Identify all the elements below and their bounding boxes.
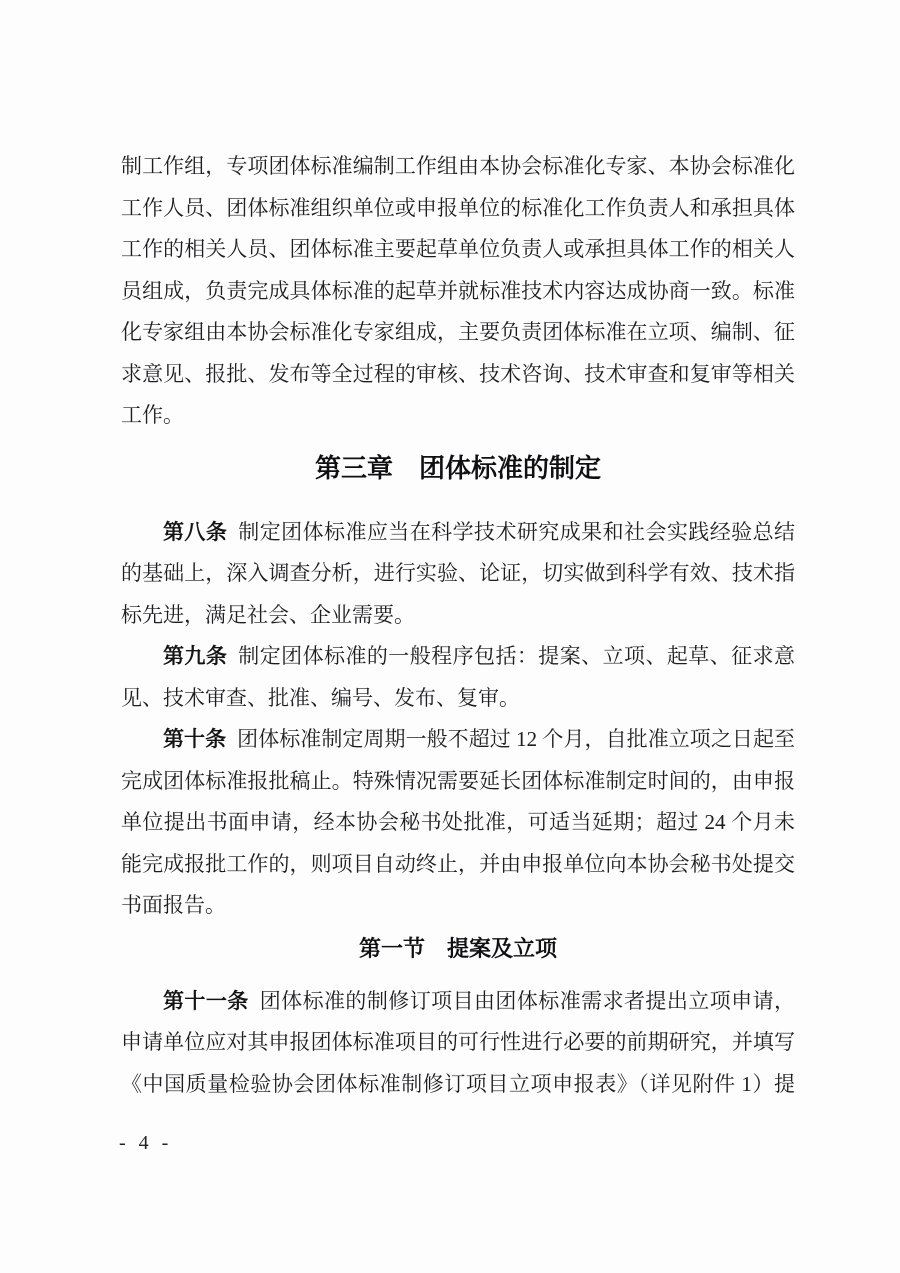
document-body: [121, 146, 795, 1105]
text-line: 化专家组由本协会标准化专家组成，主要负责团体标准在立项、编制、征: [121, 320, 795, 344]
article-8-paragraph: [121, 512, 795, 637]
article-11-paragraph: [121, 981, 795, 1106]
text-line: 完成团体标准报批稿止。特殊情况需要延长团体标准制定时间的，由申报: [121, 768, 795, 793]
text-line: 标先进，满足社会、企业需要。: [121, 602, 415, 627]
text-line: 第八条 制定团体标准应当在科学技术研究成果和社会实践经验总结: [163, 519, 796, 544]
text-line: 第九条 制定团体标准的一般程序包括：提案、立项、起草、征求意: [163, 644, 796, 668]
paragraph-continuation: [121, 146, 795, 437]
text-line: 员组成，负责完成具体标准的起草并就标准技术内容达成协商一致。标准: [121, 278, 795, 303]
article-number: 第八条: [163, 519, 228, 544]
page-number: - 4 -: [119, 1132, 173, 1154]
text-line: 第十一条 团体标准的制修订项目由团体标准需求者提出立项申请，: [163, 988, 796, 1013]
text-line: 的基础上，深入调查分析，进行实验、论证，切实做到科学有效、技术指: [121, 561, 795, 585]
text-line: 《中国质量检验协会团体标准制修订项目立项申报表》（详见附件 1）提: [121, 1071, 795, 1096]
text-line: 制工作组，专项团体标准编制工作组由本协会标准化专家、本协会标准化: [121, 154, 795, 178]
text-line: 第十条 团体标准制定周期一般不超过 12 个月，自批准立项之日起至: [163, 727, 795, 751]
text-line: 能完成报批工作的，则项目自动终止，并由申报单位向本协会秘书处提交: [121, 851, 795, 876]
text-line: 工作。: [121, 403, 184, 427]
article-10-paragraph: [121, 719, 795, 927]
article-number: 第十条: [163, 727, 227, 751]
text-line: 单位提出书面申请，经本协会秘书处批准，可适当延期；超过 24 个月未: [121, 810, 795, 834]
article-9-paragraph: [121, 636, 795, 719]
section-heading: 第一节 提案及立项: [358, 935, 557, 961]
article-number: 第十一条: [163, 988, 249, 1013]
text-line: 申请单位应对其申报团体标准项目的可行性进行必要的前期研究，并填写: [121, 1030, 795, 1054]
article-number: 第九条: [163, 644, 228, 668]
text-line: 书面报告。: [121, 893, 226, 917]
text-line: 见、技术审查、批准、编号、发布、复审。: [121, 685, 520, 710]
text-line: 工作人员、团体标准组织单位或申报单位的标准化工作负责人和承担具体: [121, 195, 795, 220]
chapter-heading: 第三章 团体标准的制定: [314, 452, 601, 483]
text-line: 求意见、报批、发布等全过程的审核、技术咨询、技术审查和复审等相关: [121, 361, 795, 386]
text-line: 工作的相关人员、团体标准主要起草单位负责人或承担具体工作的相关人: [121, 237, 795, 261]
